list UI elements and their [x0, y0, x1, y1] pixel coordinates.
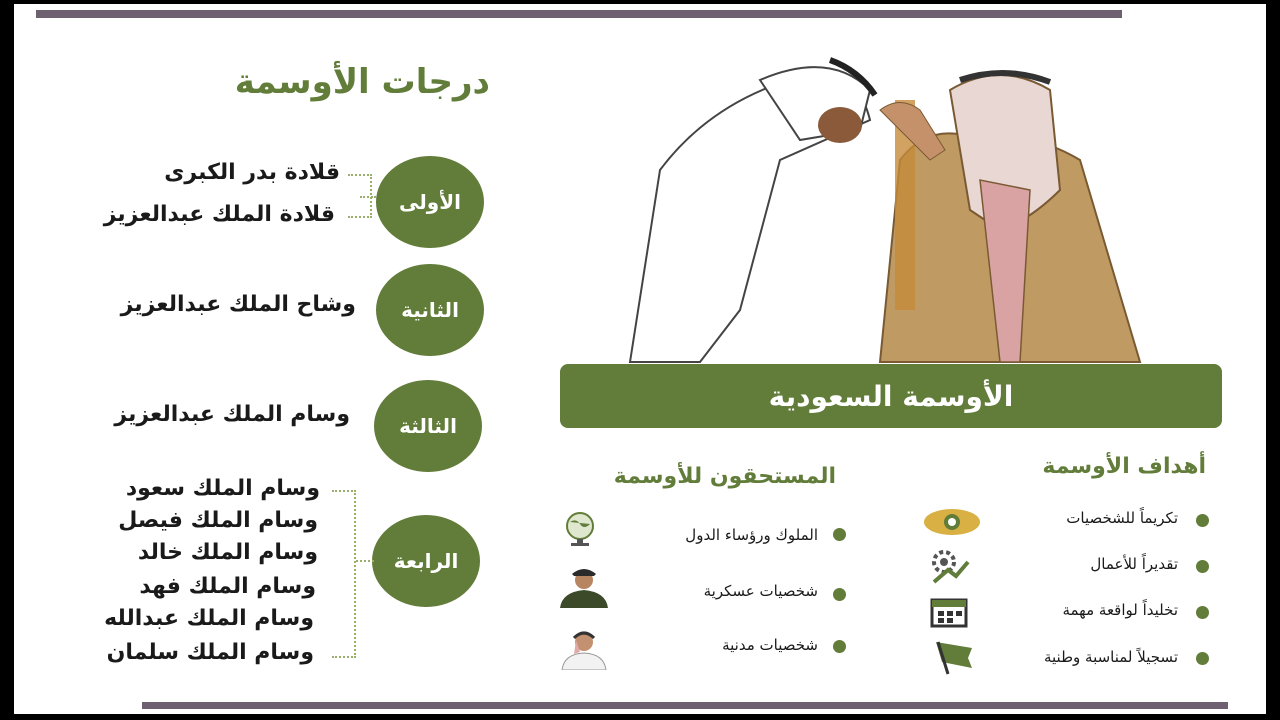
saudi-medals-banner	[560, 364, 1222, 428]
degree-item: قلادة الملك عبدالعزيز	[103, 202, 335, 227]
goals-heading: أهداف الأوسمة	[1042, 454, 1206, 479]
goal-bullet	[1196, 652, 1209, 665]
goal-text: تخليداً لواقعة مهمة	[1062, 601, 1178, 619]
degree-third-label: الثالثة	[399, 414, 457, 438]
goal-bullet	[1196, 514, 1209, 527]
degree-item: وسام الملك خالد	[137, 540, 318, 565]
degree-item: وسام الملك عبدالله	[104, 606, 314, 631]
gear-growth-icon	[928, 546, 972, 586]
fourth-stub	[356, 560, 374, 562]
flag-icon	[932, 638, 976, 676]
goal-bullet	[1196, 606, 1209, 619]
goal-text: تكريماً للشخصيات	[1066, 509, 1178, 527]
degree-fourth-label: الرابعة	[393, 549, 459, 573]
top-frame-bar	[36, 10, 1122, 18]
degree-item: وسام الملك فيصل	[118, 508, 318, 533]
eligible-bullet	[833, 640, 846, 653]
degree-second-label: الثانية	[401, 298, 459, 322]
banner-label: الأوسمة السعودية	[768, 379, 1014, 413]
degree-first-badge	[376, 156, 484, 248]
first-stub	[360, 196, 376, 198]
degree-item: قلادة بدر الكبرى	[164, 160, 340, 185]
medal-icon	[922, 506, 982, 538]
soldier-icon	[556, 562, 612, 608]
degree-second-badge	[376, 264, 484, 356]
degree-first-label: الأولى	[399, 190, 461, 214]
degree-item: وسام الملك سعود	[125, 476, 320, 501]
fourth-connector	[332, 490, 356, 658]
eligible-heading: المستحقون للأوسمة	[613, 464, 836, 489]
globe-icon	[562, 510, 598, 548]
bottom-frame-bar	[142, 702, 1228, 709]
eligible-bullet	[833, 588, 846, 601]
goal-text: تسجيلاً لمناسبة وطنية	[1043, 648, 1178, 666]
eligible-text: شخصيات عسكرية	[703, 582, 818, 600]
degree-item: وسام الملك فهد	[139, 574, 316, 599]
calendar-icon	[930, 596, 968, 628]
eligible-bullet	[833, 528, 846, 541]
page-title: درجات الأوسمة	[234, 62, 490, 102]
eligible-text: الملوك ورؤساء الدول	[685, 526, 818, 544]
degree-item: وشاح الملك عبدالعزيز	[120, 292, 356, 317]
degree-item: وسام الملك سلمان	[106, 640, 314, 665]
goal-text: تقديراً للأعمال	[1090, 555, 1178, 573]
degree-item: وسام الملك عبدالعزيز	[114, 402, 350, 427]
eligible-text: شخصيات مدنية	[722, 636, 818, 654]
degree-fourth-badge	[372, 515, 480, 607]
degree-third-badge	[374, 380, 482, 472]
ceremony-illustration	[600, 50, 1160, 366]
civilian-icon	[556, 626, 612, 670]
goal-bullet	[1196, 560, 1209, 573]
